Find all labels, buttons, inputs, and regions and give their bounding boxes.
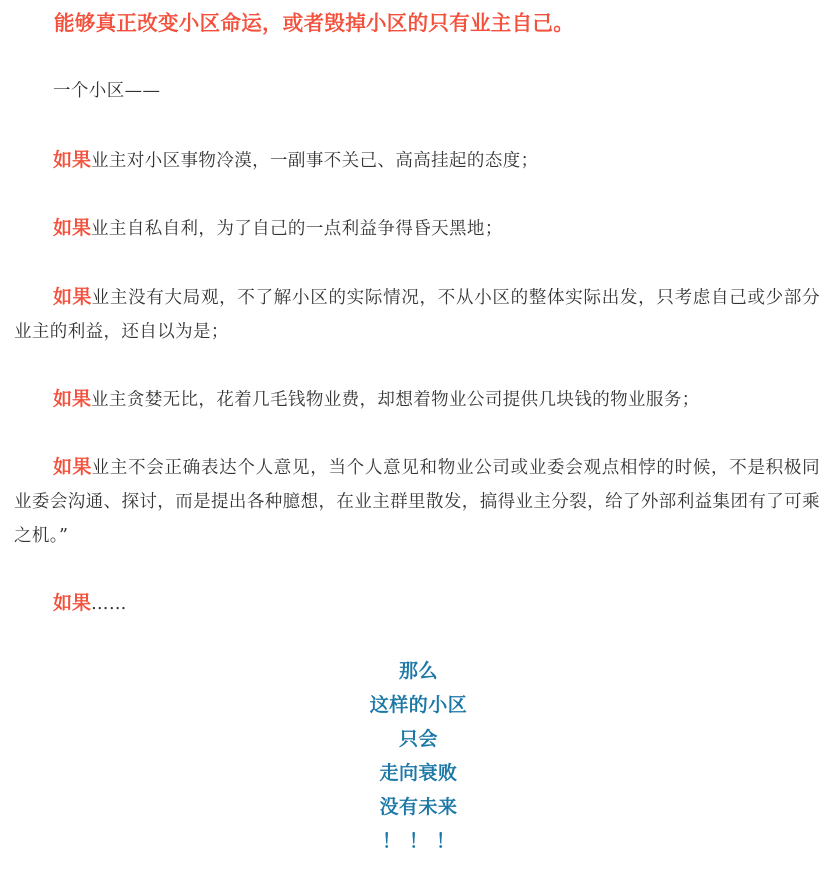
condition-text: 业主贪婪无比，花着几毛钱物业费，却想着物业公司提供几块钱的物业服务； <box>91 390 700 410</box>
condition-keyword: 如果 <box>53 592 92 614</box>
closing-line: 只会 <box>398 728 438 750</box>
condition-paragraph <box>14 586 820 621</box>
condition-keyword: 如果 <box>53 149 92 171</box>
headline: 能够真正改变小区命运，或者毁掉小区的只有业主自己。 <box>54 11 574 35</box>
condition-text: 业主不会正确表达个人意见，当个人意见和物业公司或业委会观点相悖的时候，不是积极同业委会沟通、探讨，而是提出各种臆想，在业主群里散发，搞得业主分裂，给了外部利益集团有了可乘之机。” <box>14 458 820 546</box>
closing-line: 没有未来 <box>379 796 458 818</box>
condition-keyword: 如果 <box>53 286 92 308</box>
closing-line: 这样的小区 <box>369 694 468 716</box>
intro-paragraph: 一个小区—— <box>53 81 161 101</box>
condition-paragraph <box>14 280 820 349</box>
closing-exclamation: ！！！ <box>381 830 463 852</box>
condition-text: 业主没有大局观，不了解小区的实际情况，不从小区的整体实际出发，只考虑自己或少部分业主的利益，还自以为是； <box>14 288 820 342</box>
condition-keyword: 如果 <box>53 388 92 410</box>
condition-text: …… <box>91 594 127 614</box>
closing-line: 走向衰败 <box>379 762 458 784</box>
condition-keyword: 如果 <box>53 456 92 478</box>
condition-paragraph <box>14 143 820 178</box>
closing-line: 那么 <box>398 660 438 682</box>
closing-statement <box>0 654 837 858</box>
condition-paragraph <box>14 450 820 553</box>
condition-keyword: 如果 <box>53 217 92 239</box>
condition-text: 业主对小区事物冷漠，一副事不关己、高高挂起的态度； <box>91 151 539 171</box>
condition-text: 业主自私自利，为了自己的一点利益争得昏天黑地； <box>91 219 503 239</box>
condition-paragraph <box>14 211 820 246</box>
condition-paragraph <box>14 382 820 417</box>
